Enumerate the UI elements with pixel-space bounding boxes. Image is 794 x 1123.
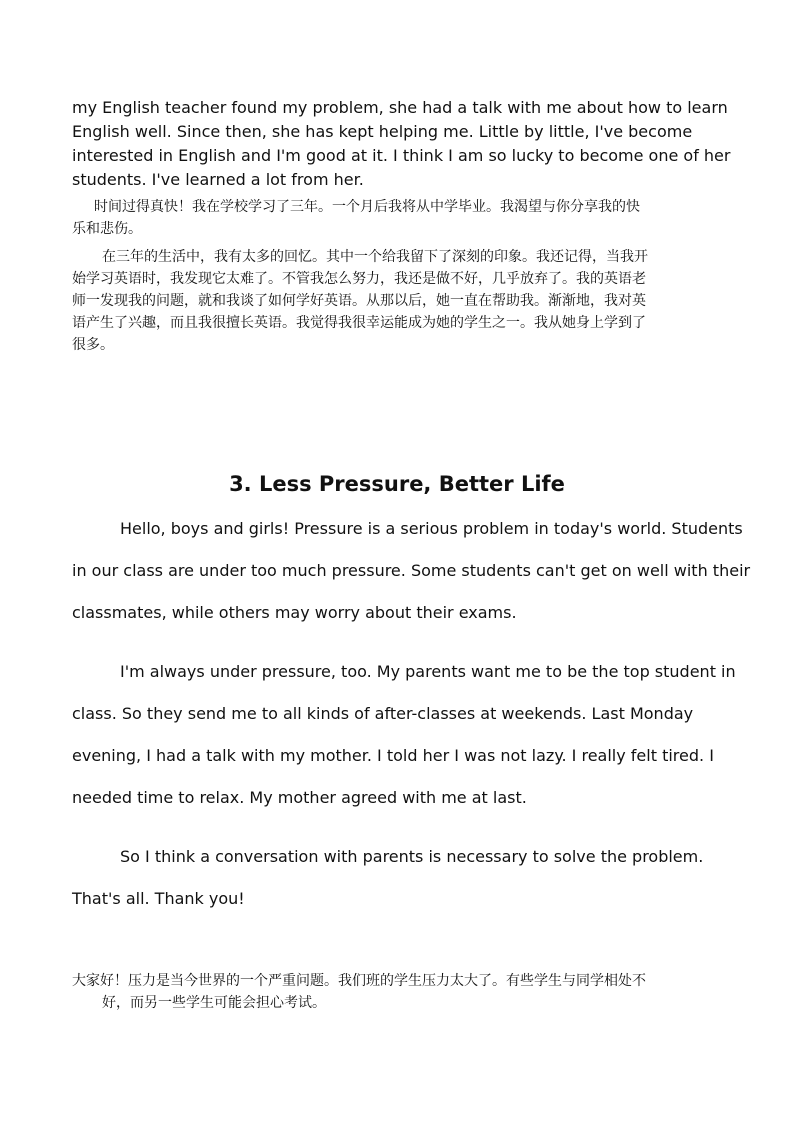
text-line: 始学习英语时，我发现它太难了。不管我怎么努力，我还是做不好，几乎放弃了。我的英语老: [72, 271, 646, 287]
text-line: classmates, while others may worry about their exams.: [72, 603, 517, 622]
essay-paragraph-3: [72, 836, 724, 920]
text-line: I'm always under pressure, too. My parents want me to be the top student in: [120, 662, 736, 681]
chinese-paragraph-1: [72, 196, 724, 240]
text-line: needed time to relax. My mother agreed with me at last.: [72, 788, 527, 807]
text-line: interested in English and I'm good at it. I think I am so lucky to become one of her: [72, 146, 731, 165]
chinese-translation-paragraph: [72, 970, 724, 1014]
text-line: Hello, boys and girls! Pressure is a serious problem in today's world. Students: [120, 519, 743, 538]
text-line: So I think a conversation with parents is necessary to solve the problem.: [120, 847, 704, 866]
text-line: class. So they send me to all kinds of after-classes at weekends. Last Monday: [72, 704, 694, 723]
text-line: my English teacher found my problem, she had a talk with me about how to learn: [72, 98, 728, 117]
essay-paragraph-2: [72, 651, 736, 819]
text-line: 师一发现我的问题，就和我谈了如何学好英语。从那以后，她一直在帮助我。渐渐地，我对英: [72, 293, 646, 309]
text-line: 时间过得真快！我在学校学习了三年。一个月后我将从中学毕业。我渴望与你分享我的快: [94, 199, 640, 215]
text-line: 大家好！压力是当今世界的一个严重问题。我们班的学生压力太大了。有些学生与同学相处不: [72, 973, 646, 989]
text-line: 很多。: [72, 337, 114, 353]
chinese-paragraph-2: [72, 246, 724, 356]
text-line: That's all. Thank you!: [72, 889, 245, 908]
text-line: 语产生了兴趣，而且我很擅长英语。我觉得我很幸运能成为她的学生之一。我从她身上学到了: [72, 315, 646, 331]
text-line: 在三年的生活中，我有太多的回忆。其中一个给我留下了深刻的印象。我还记得，当我开: [102, 249, 648, 265]
text-line: in our class are under too much pressure. Some students can't get on well with their: [72, 561, 751, 580]
section-title: 3. Less Pressure, Better Life: [229, 472, 565, 497]
essay-paragraph-1: [72, 508, 751, 634]
english-paragraph-continued: [72, 96, 731, 192]
text-line: English well. Since then, she has kept helping me. Little by little, I've become: [72, 122, 693, 141]
text-line: 乐和悲伤。: [72, 221, 142, 237]
text-line: students. I've learned a lot from her.: [72, 170, 364, 189]
text-line: evening, I had a talk with my mother. I told her I was not lazy. I really felt tired. I: [72, 746, 714, 765]
text-line: 好，而另一些学生可能会担心考试。: [102, 995, 326, 1011]
